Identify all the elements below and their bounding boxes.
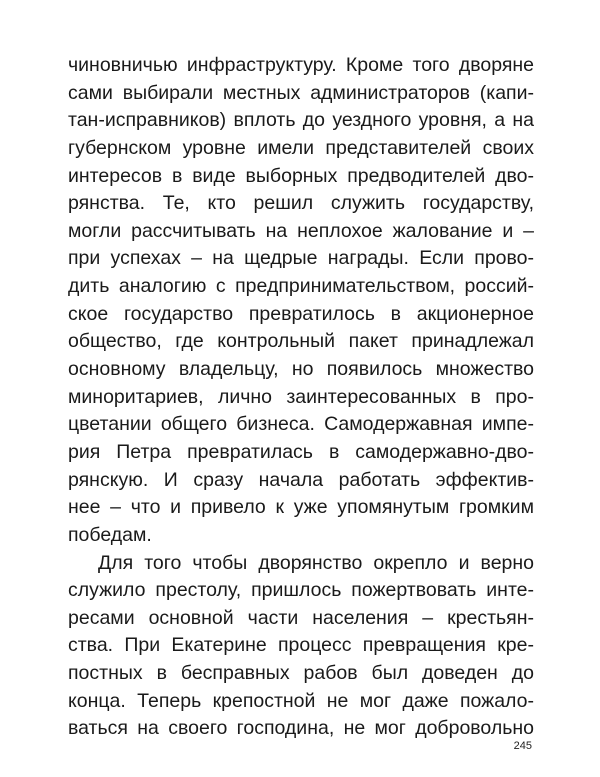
text-line: миноритариев, лично заинтересованных в про- xyxy=(68,385,534,408)
page-number: 245 xyxy=(513,740,532,752)
text-line: ресами основной части населения – крестьян- xyxy=(68,606,534,629)
text-line: основному владельцу, но появилось множество xyxy=(68,358,534,381)
text-line: сами выбирали местных администраторов (капи- xyxy=(68,81,534,104)
text-line: чиновничью инфраструктуру. Кроме того дворяне xyxy=(68,54,534,76)
text-line: рянскую. И сразу начала работать эффектив- xyxy=(68,468,534,491)
text-line: могли рассчитывать на неплохое жалование и – xyxy=(68,219,534,242)
text-line: губернском уровне имели представителей своих xyxy=(68,136,534,159)
text-line: при успехах – на щедрые награды. Если прово- xyxy=(68,247,534,270)
text-line: нее – что и привело к уже упомянутым громким xyxy=(68,496,534,519)
text-line: ваться на своего господина, не мог добровольно xyxy=(68,717,534,740)
text-line: тан-исправников) вплоть до уездного уровня, а на xyxy=(68,109,534,132)
paragraph xyxy=(68,550,534,743)
text-line: постных в бесправных рабов был доведен до xyxy=(68,662,534,685)
text-line: ское государство превратилось в акционерное xyxy=(68,302,534,325)
text-line: победам. xyxy=(68,523,152,546)
text-line: ства. При Екатерине процесс превращения кре- xyxy=(68,634,534,657)
text-line: интересов в виде выборных предводителей дво- xyxy=(68,164,534,187)
text-line: служило престолу, пришлось пожертвовать инте- xyxy=(68,579,534,602)
text-line: рянства. Те, кто решил служить государству, xyxy=(68,192,534,215)
text-line: дить аналогию с предпринимательством, россий- xyxy=(68,275,534,298)
text-line: конца. Теперь крепостной не мог даже пожало- xyxy=(68,689,534,712)
text-line: общество, где контрольный пакет принадлежал xyxy=(68,330,534,353)
page-body xyxy=(68,52,534,743)
text-line: Для того чтобы дворянство окрепло и верно xyxy=(98,551,534,574)
text-line: рия Петра превратилась в самодержавно-дво- xyxy=(68,440,534,463)
text-line: цветании общего бизнеса. Самодержавная импе- xyxy=(68,413,534,436)
paragraph xyxy=(68,52,534,550)
